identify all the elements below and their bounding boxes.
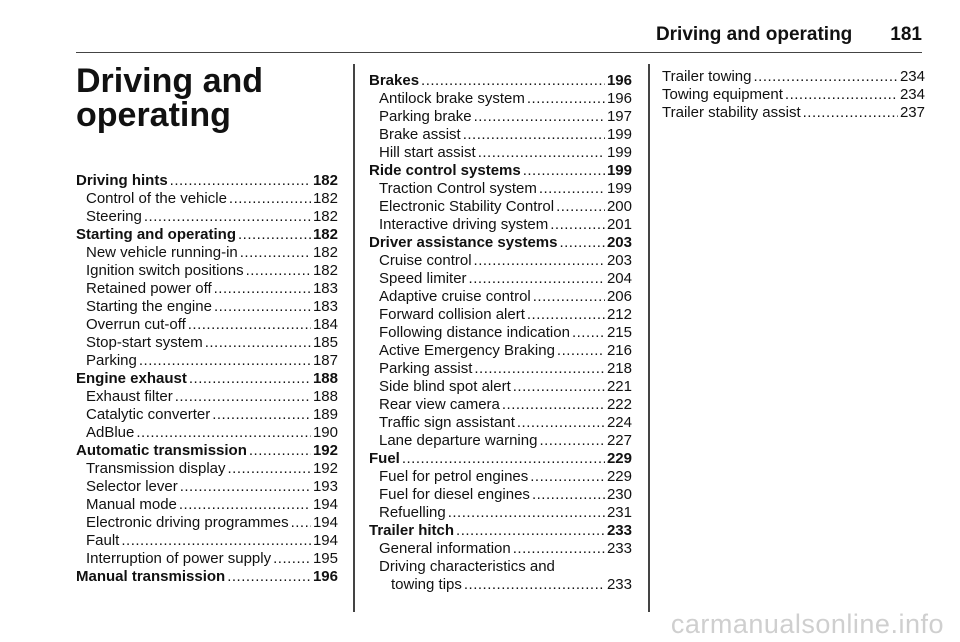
dot-leader	[474, 360, 605, 378]
dot-leader	[572, 324, 605, 342]
toc-entry-label: Engine exhaust	[76, 370, 187, 387]
toc-entry-label: Parking	[86, 352, 137, 369]
toc-entry[interactable]	[369, 540, 632, 558]
toc-page-number: 195	[312, 550, 338, 567]
dot-leader	[214, 298, 311, 316]
toc-entry[interactable]	[76, 460, 338, 478]
toc-page-number: 184	[312, 316, 338, 333]
toc-entry[interactable]	[369, 396, 632, 414]
toc-page-number: 194	[312, 514, 338, 531]
dot-leader	[136, 424, 311, 442]
toc-entry[interactable]	[369, 252, 632, 270]
toc-entry[interactable]	[369, 378, 632, 396]
dot-leader	[556, 198, 605, 216]
toc-section-entry[interactable]	[76, 172, 338, 190]
toc-entry-label: Ride control systems	[369, 162, 521, 179]
toc-section-entry[interactable]	[369, 162, 632, 180]
toc-entry[interactable]	[369, 432, 632, 450]
toc-page-number: 185	[312, 334, 338, 351]
dot-leader	[273, 550, 311, 568]
toc-entry-label: Starting the engine	[86, 298, 212, 315]
dot-leader	[513, 378, 605, 396]
dot-leader	[474, 108, 605, 126]
toc-page-number: 234	[899, 68, 925, 85]
dot-leader	[785, 86, 898, 104]
toc-page-number: 216	[606, 342, 632, 359]
toc-entry-label: Exhaust filter	[86, 388, 173, 405]
toc-entry[interactable]	[76, 208, 338, 226]
dot-leader	[463, 126, 605, 144]
dot-leader	[139, 352, 311, 370]
toc-page-number: 233	[606, 576, 632, 593]
toc-entry[interactable]	[369, 360, 632, 378]
toc-section-entry[interactable]	[76, 226, 338, 244]
toc-entry-label: Electronic Stability Control	[379, 198, 555, 215]
toc-entry-label: Parking assist	[379, 360, 473, 377]
page-title-line: operating	[76, 96, 231, 134]
toc-entry-label: Side blind spot alert	[379, 378, 511, 395]
dot-leader	[456, 522, 605, 540]
dot-leader	[214, 280, 311, 298]
dot-leader	[474, 252, 605, 270]
toc-page-number: 194	[312, 532, 338, 549]
dot-leader	[539, 432, 605, 450]
dot-leader	[121, 532, 311, 550]
toc-entry[interactable]	[369, 270, 632, 288]
toc-page-number: 234	[899, 86, 925, 103]
toc-entry-label: General information	[379, 540, 511, 557]
dot-leader	[530, 468, 605, 486]
toc-entry-label: Interactive driving system	[379, 216, 549, 233]
toc-entry[interactable]	[76, 550, 338, 568]
toc-entry[interactable]	[662, 86, 925, 104]
dot-leader	[170, 172, 311, 190]
toc-page-number: 192	[312, 442, 338, 459]
toc-entry-label: Manual mode	[86, 496, 177, 513]
dot-leader	[189, 370, 311, 388]
page-number: 181	[890, 24, 922, 45]
toc-entry[interactable]	[369, 468, 632, 486]
dot-leader	[803, 104, 898, 122]
toc-entry[interactable]	[76, 406, 338, 424]
toc-entry[interactable]	[76, 244, 338, 262]
toc-page-number: 206	[606, 288, 632, 305]
dot-leader	[238, 226, 311, 244]
column-divider	[648, 64, 650, 612]
toc-entry-label: New vehicle running-in	[86, 244, 238, 261]
toc-entry-label: Brakes	[369, 72, 420, 89]
toc-entry-label: Overrun cut-off	[86, 316, 186, 333]
toc-section-entry[interactable]	[76, 568, 338, 586]
toc-entry[interactable]	[369, 90, 632, 108]
toc-page-number: 196	[606, 90, 632, 107]
dot-leader	[212, 406, 311, 424]
dot-leader	[240, 244, 311, 262]
dot-leader	[527, 306, 605, 324]
toc-page-number: 197	[606, 108, 632, 125]
toc-page-number: 199	[606, 180, 632, 197]
dot-leader	[175, 388, 311, 406]
toc-section-entry[interactable]	[369, 72, 632, 90]
toc-page-number: 233	[606, 522, 632, 539]
toc-section-entry[interactable]	[369, 450, 632, 468]
toc-entry[interactable]	[76, 388, 338, 406]
toc-page-number: 233	[606, 540, 632, 557]
toc-entry-label: Brake assist	[379, 126, 461, 143]
column-divider	[353, 64, 355, 612]
toc-entry[interactable]	[76, 496, 338, 514]
toc-page-number: 182	[312, 226, 338, 243]
dot-leader	[469, 270, 605, 288]
toc-entry-label: Following distance indication	[379, 324, 570, 341]
page-header	[76, 24, 922, 53]
toc-page-number: 231	[606, 504, 632, 521]
toc-entry-label: Starting and operating	[76, 226, 237, 243]
dot-leader	[539, 180, 605, 198]
toc-entry-label: Forward collision alert	[379, 306, 525, 323]
toc-entry-label: Retained power off	[86, 280, 212, 297]
watermark: carmanualsonline.info	[670, 609, 944, 639]
dot-leader	[513, 540, 605, 558]
dot-leader	[229, 190, 311, 208]
toc-page-number: 199	[606, 162, 632, 179]
toc-entry-label: Hill start assist	[379, 144, 476, 161]
toc-page-number: 212	[606, 306, 632, 323]
toc-entry-label: Automatic transmission	[76, 442, 247, 459]
toc-page-number: 221	[606, 378, 632, 395]
toc-entry[interactable]	[76, 514, 338, 532]
toc-entry[interactable]	[76, 280, 338, 298]
toc-page-number: 183	[312, 298, 338, 315]
toc-entry-label: Traffic sign assistant	[379, 414, 515, 431]
dot-leader	[227, 568, 311, 586]
toc-entry[interactable]	[369, 216, 632, 234]
dot-leader	[144, 208, 311, 226]
toc-entry[interactable]	[369, 504, 632, 522]
dot-leader	[421, 72, 605, 90]
toc-entry[interactable]	[369, 108, 632, 126]
toc-entry[interactable]	[76, 334, 338, 352]
toc-entry-label: Towing equipment	[662, 86, 783, 103]
toc-entry[interactable]	[76, 532, 338, 550]
toc-entry-label: Catalytic converter	[86, 406, 211, 423]
toc-entry-label: Rear view camera	[379, 396, 500, 413]
toc-entry[interactable]	[76, 190, 338, 208]
toc-page-number: 199	[606, 144, 632, 161]
toc-page-number: 189	[312, 406, 338, 423]
toc-page-number: 192	[312, 460, 338, 477]
toc-entry-label: Manual transmission	[76, 568, 226, 585]
toc-entry-label: Interruption of power supply	[86, 550, 272, 567]
page-title-line: Driving and	[76, 62, 264, 100]
toc-section-entry[interactable]	[76, 442, 338, 460]
toc-entry-label: Steering	[86, 208, 142, 225]
toc-entry[interactable]	[369, 144, 632, 162]
toc-page-number: 194	[312, 496, 338, 513]
toc-page-number: 215	[606, 324, 632, 341]
toc-page-number: 182	[312, 244, 338, 261]
toc-page-number: 229	[606, 468, 632, 485]
dot-leader	[448, 504, 605, 522]
dot-leader	[550, 216, 605, 234]
toc-page-number: 182	[312, 262, 338, 279]
dot-leader	[478, 144, 605, 162]
toc-entry-label: Speed limiter	[379, 270, 467, 287]
toc-entry-label: Driver assistance systems	[369, 234, 558, 251]
toc-entry[interactable]	[662, 104, 925, 122]
toc-page-number: 237	[899, 104, 925, 121]
toc-entry-label: Cruise control	[379, 252, 472, 269]
toc-section-entry[interactable]	[76, 370, 338, 388]
toc-page-number: 203	[606, 234, 632, 251]
dot-leader	[532, 486, 605, 504]
toc-entry-label: Control of the vehicle	[86, 190, 227, 207]
toc-page-number: 188	[312, 388, 338, 405]
dot-leader	[246, 262, 311, 280]
toc-page-number: 187	[312, 352, 338, 369]
toc-entry-label: Traction Control system	[379, 180, 537, 197]
toc-entry[interactable]	[369, 306, 632, 324]
toc-entry[interactable]	[369, 342, 632, 360]
toc-entry[interactable]	[76, 316, 338, 334]
toc-entry-label: Electronic driving programmes	[86, 514, 289, 531]
toc-page-number: 229	[606, 450, 632, 467]
toc-entry-label: Adaptive cruise control	[379, 288, 531, 305]
toc-section-entry[interactable]	[369, 234, 632, 252]
dot-leader	[188, 316, 311, 334]
toc-entry-label: Antilock brake system	[379, 90, 525, 107]
toc-entry-label: AdBlue	[86, 424, 135, 441]
toc-entry-label: Trailer hitch	[369, 522, 455, 539]
toc-page-number: 203	[606, 252, 632, 269]
toc-column-3	[662, 68, 925, 122]
toc-page-number: 222	[606, 396, 632, 413]
dot-leader	[228, 460, 311, 478]
toc-entry[interactable]	[76, 424, 338, 442]
toc-page-number: 183	[312, 280, 338, 297]
toc-page-number: 204	[606, 270, 632, 287]
toc-entry[interactable]	[76, 298, 338, 316]
toc-entry-label: Stop-start system	[86, 334, 203, 351]
toc-entry[interactable]	[76, 262, 338, 280]
toc-entry[interactable]	[76, 478, 338, 496]
toc-entry[interactable]	[369, 288, 632, 306]
page-title	[76, 64, 336, 132]
dot-leader	[179, 496, 311, 514]
toc-page-number: 230	[606, 486, 632, 503]
toc-entry[interactable]	[369, 126, 632, 144]
dot-leader	[291, 514, 311, 532]
dot-leader	[557, 342, 605, 360]
toc-entry-label: Transmission display	[86, 460, 226, 477]
dot-leader	[523, 162, 605, 180]
toc-entry-label: Fuel for petrol engines	[379, 468, 529, 485]
toc-page-number: 200	[606, 198, 632, 215]
toc-page-number: 182	[312, 172, 338, 189]
toc-entry-label: Selector lever	[86, 478, 178, 495]
toc-page-number: 182	[312, 190, 338, 207]
dot-leader	[753, 68, 897, 86]
toc-page-number: 227	[606, 432, 632, 449]
toc-entry[interactable]	[369, 576, 632, 594]
dot-leader	[559, 234, 605, 252]
toc-entry[interactable]	[369, 324, 632, 342]
toc-entry[interactable]	[369, 198, 632, 216]
toc-entry-label: Ignition switch positions	[86, 262, 244, 279]
dot-leader	[205, 334, 311, 352]
toc-entry[interactable]	[662, 68, 925, 86]
dot-leader	[180, 478, 311, 496]
toc-entry-label: towing tips	[391, 576, 462, 593]
toc-entry-label: Active Emergency Braking	[379, 342, 555, 359]
dot-leader	[249, 442, 311, 460]
dot-leader	[464, 576, 605, 594]
toc-page-number: 224	[606, 414, 632, 431]
toc-entry[interactable]	[369, 558, 632, 576]
toc-page-number: 182	[312, 208, 338, 225]
toc-entry-label: Trailer towing	[662, 68, 752, 85]
toc-entry-label: Driving hints	[76, 172, 168, 189]
toc-entry-label: Trailer stability assist	[662, 104, 801, 121]
header-section-title: Driving and operating	[655, 24, 853, 45]
toc-entry-label: Refuelling	[379, 504, 446, 521]
toc-entry-label: Parking brake	[379, 108, 472, 125]
toc-entry[interactable]	[76, 352, 338, 370]
toc-page-number: 190	[312, 424, 338, 441]
dot-leader	[502, 396, 605, 414]
toc-section-entry[interactable]	[369, 522, 632, 540]
dot-leader	[533, 288, 605, 306]
toc-entry-label: Driving characteristics and	[379, 558, 555, 575]
toc-page-number: 218	[606, 360, 632, 377]
dot-leader	[517, 414, 605, 432]
toc-entry[interactable]	[369, 486, 632, 504]
dot-leader	[527, 90, 605, 108]
toc-page-number: 201	[606, 216, 632, 233]
toc-entry[interactable]	[369, 414, 632, 432]
toc-page-number: 188	[312, 370, 338, 387]
toc-entry-label: Fault	[86, 532, 120, 549]
toc-page-number: 193	[312, 478, 338, 495]
toc-page-number: 196	[312, 568, 338, 585]
toc-column-1	[76, 172, 338, 586]
toc-page-number: 196	[606, 72, 632, 89]
toc-entry[interactable]	[369, 180, 632, 198]
toc-entry-label: Fuel	[369, 450, 400, 467]
toc-column-2	[369, 72, 632, 594]
toc-entry-label: Fuel for diesel engines	[379, 486, 530, 503]
toc-page-number: 199	[606, 126, 632, 143]
dot-leader	[402, 450, 605, 468]
toc-entry-label: Lane departure warning	[379, 432, 538, 449]
